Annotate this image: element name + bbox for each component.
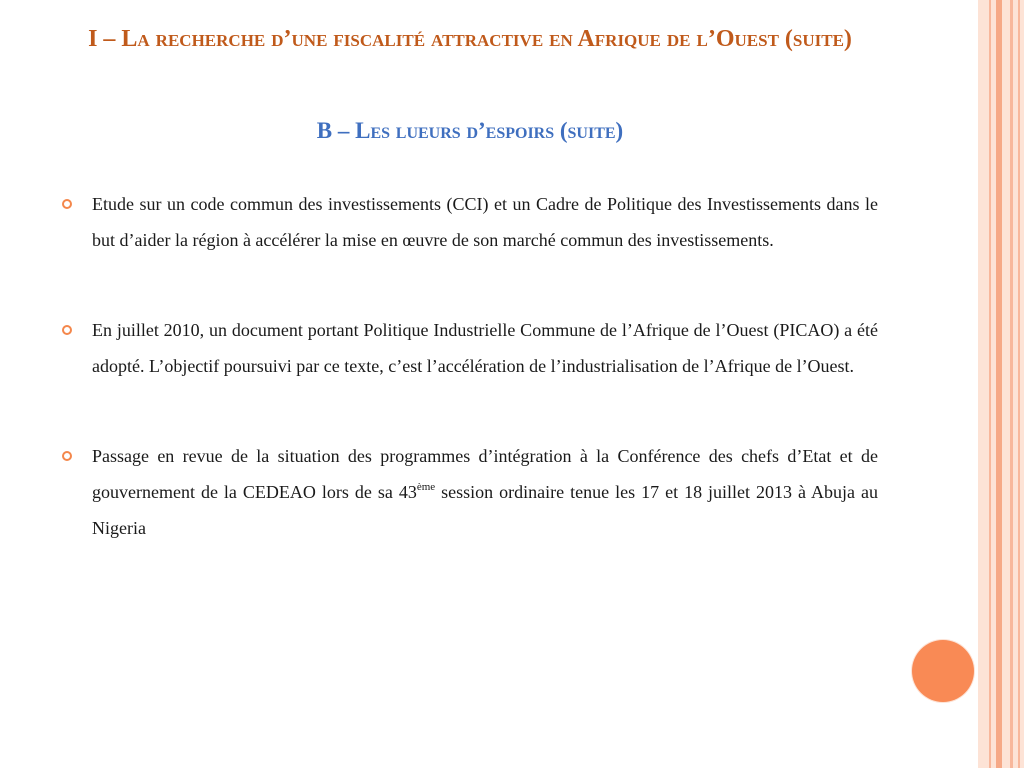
circle-bullet-icon bbox=[62, 199, 72, 209]
bullet-text: Passage en revue de la situation des programmes d’intégration à la Conférence des chefs d’Etat et de gouvernement de la CEDEAO lors de sa 43 bbox=[92, 446, 878, 502]
bullet-text-continued: session ordinaire tenue les 17 et 18 juillet 2013 à Abuja au Nigeria bbox=[92, 482, 878, 538]
decorative-band-line bbox=[1010, 0, 1013, 768]
list-item bbox=[60, 312, 878, 384]
decorative-band-line bbox=[1018, 0, 1020, 768]
list-item bbox=[60, 186, 878, 258]
slide-subtitle: B – Les lueurs d’espoirs (suite) bbox=[316, 118, 624, 143]
slide-title: I – La recherche d’une fiscalité attractive en Afrique de l’Ouest (suite) bbox=[88, 26, 852, 52]
bullet-list bbox=[60, 186, 878, 546]
list-item bbox=[60, 438, 878, 546]
superscript-ordinal: ème bbox=[416, 481, 436, 493]
circle-bullet-icon bbox=[62, 325, 72, 335]
bullet-text: En juillet 2010, un document portant Politique Industrielle Commune de l’Afrique de l’Ouest (PICAO) a été adopté. L’objectif poursuivi par ce texte, c’est l’accélération de l’industrialisation de l’Afrique de l’Ouest. bbox=[92, 320, 878, 376]
decorative-band-stripe bbox=[996, 0, 1002, 768]
circle-bullet-icon bbox=[62, 451, 72, 461]
bullet-text: Etude sur un code commun des investissements (CCI) et un Cadre de Politique des Investissements dans le but d’aider la région à accélérer la mise en œuvre de son marché commun des investissements. bbox=[92, 194, 878, 250]
decorative-band-line bbox=[989, 0, 991, 768]
orange-circle-icon bbox=[912, 640, 974, 702]
